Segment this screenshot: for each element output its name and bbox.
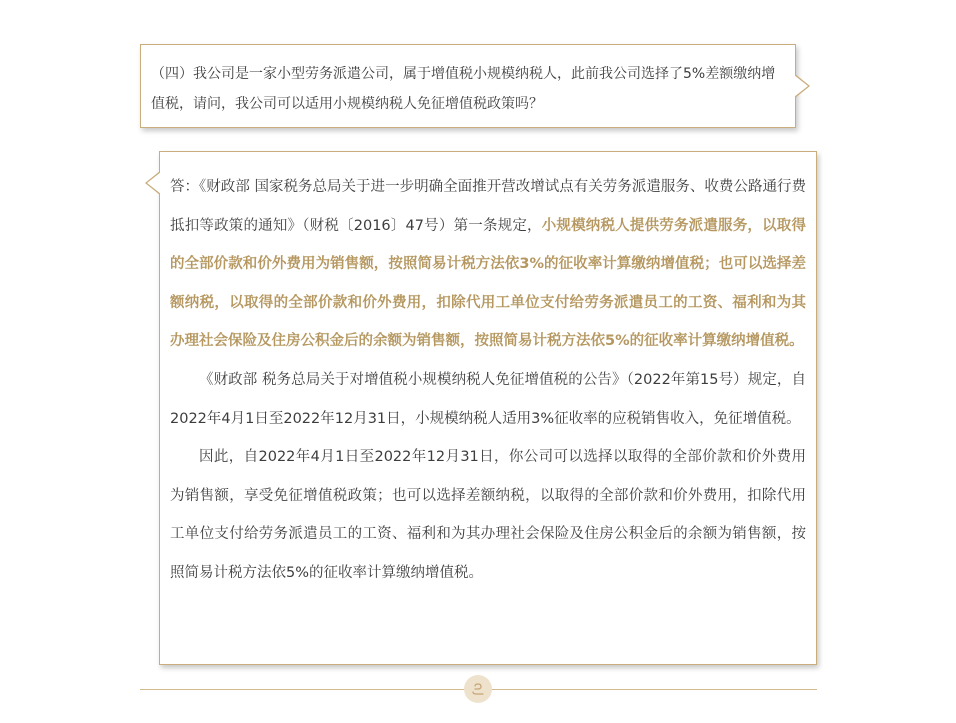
answer-intro: 答：《财政部 国家税务总局关于进一步明确全面推开营改增试点有关劳务派遣服务、收费公路通行费抵扣等政策的通知》（财税〔2016〕47号）第一条规定，: [170, 179, 806, 234]
answer-paragraph-2: 《财政部 税务总局关于对增值税小规模纳税人免征增值税的公告》（2022年第15号）规定，自2022年4月1日至2022年12月31日，小规模纳税人适用3%征收率的应税销售收入，免征增值税。: [170, 371, 806, 427]
question-box: [140, 44, 796, 128]
question-text: （四）我公司是一家小型劳务派遣公司，属于增值税小规模纳税人，此前我公司选择了5%差额缴纳增值税，请问，我公司可以适用小规模纳税人免征增值税政策吗？: [151, 66, 776, 112]
answer-box: [159, 151, 817, 665]
answer-paragraph-1: [170, 168, 806, 361]
answer-highlight: 小规模纳税人提供劳务派遣服务，以取得的全部价款和价外费用为销售额，按照简易计税方法依3%的征收率计算缴纳增值税；也可以选择差额纳税，以取得的全部价款和价外费用，扣除代用工单位支付给劳务派遣员工的工资、福利和为其办理社会保险及住房公积金后的余额为销售额，按照简易计税方法依5%的征收率计算缴纳增值税。: [170, 217, 806, 350]
answer-paragraph-3: 因此，自2022年4月1日至2022年12月31日，你公司可以选择以取得的全部价款和价外费用为销售额，享受免征增值税政策；也可以选择差额纳税，以取得的全部价款和价外费用，扣除代用工单位支付给劳务派遣员工的工资、福利和为其办理社会保险及住房公积金后的余额为销售额，按照简易计税方法依5%的征收率计算缴纳增值税。: [170, 449, 806, 581]
swirl-ornament-icon: [464, 675, 492, 703]
